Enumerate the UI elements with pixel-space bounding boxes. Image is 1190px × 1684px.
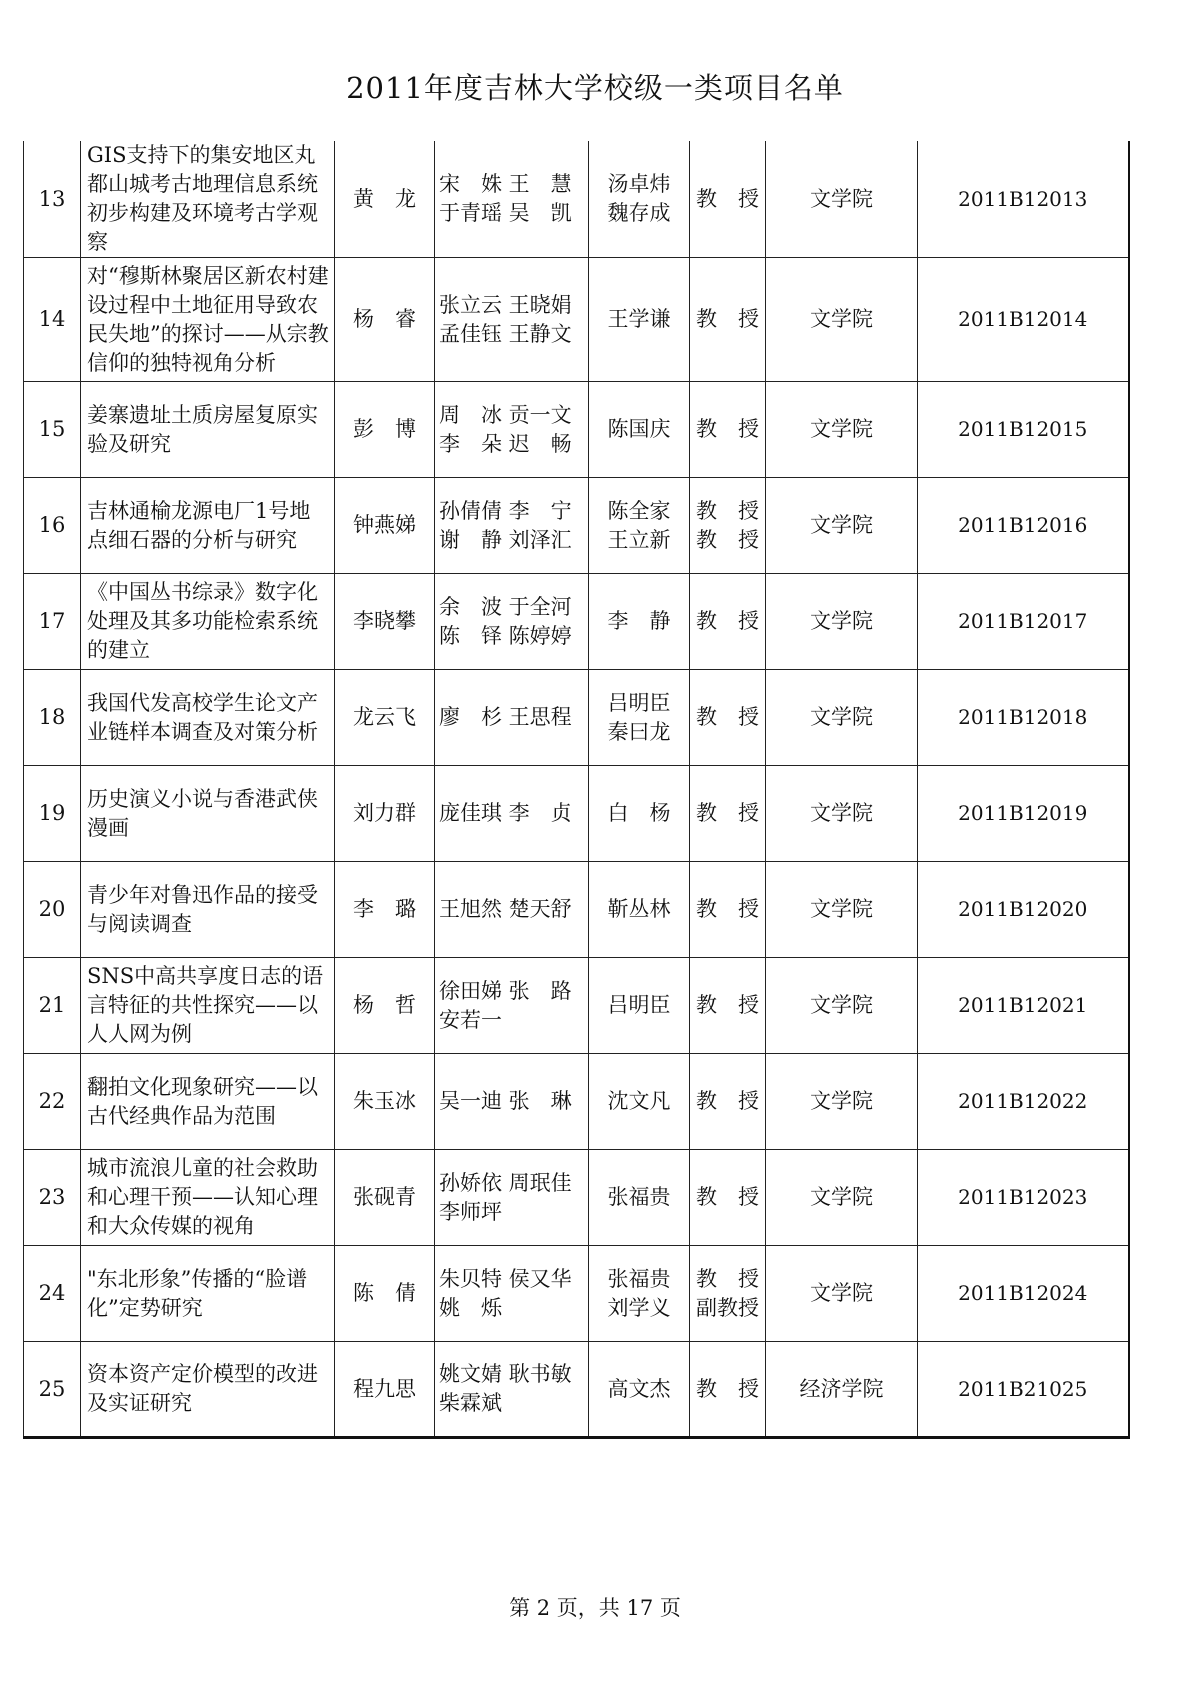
- project-code: 2011B12016: [918, 478, 1129, 574]
- table-row: [24, 382, 1129, 478]
- project-members: 徐田娣 张 路 安若一: [435, 958, 589, 1054]
- project-leader: 杨 睿: [335, 258, 435, 382]
- advisor-rank: 教 授: [690, 1342, 766, 1438]
- advisor-name: 张福贵: [589, 1150, 690, 1246]
- project-code: 2011B12021: [918, 958, 1129, 1054]
- college-name: 文学院: [766, 1054, 918, 1150]
- table-row: [24, 958, 1129, 1054]
- college-name: 文学院: [766, 141, 918, 258]
- row-number: 21: [24, 958, 81, 1054]
- advisor-rank: 教 授: [690, 766, 766, 862]
- project-code: 2011B12014: [918, 258, 1129, 382]
- table-row: [24, 258, 1129, 382]
- project-leader: 刘力群: [335, 766, 435, 862]
- project-members: 王旭然 楚天舒: [435, 862, 589, 958]
- project-members: 孙倩倩 李 宁 谢 静 刘泽汇: [435, 478, 589, 574]
- project-title: 青少年对鲁迅作品的接受与阅读调查: [81, 862, 335, 958]
- advisor-rank: 教 授: [690, 574, 766, 670]
- table-row: [24, 1342, 1129, 1438]
- project-title: "东北形象”传播的“脸谱化”定势研究: [81, 1246, 335, 1342]
- project-title: 资本资产定价模型的改进及实证研究: [81, 1342, 335, 1438]
- project-leader: 龙云飞: [335, 670, 435, 766]
- project-title: 吉林通榆龙源电厂1号地点细石器的分析与研究: [81, 478, 335, 574]
- advisor-rank: 教 授: [690, 958, 766, 1054]
- advisor-name: 吕明臣 秦曰龙: [589, 670, 690, 766]
- table-row: [24, 1246, 1129, 1342]
- project-title: 姜寨遗址土质房屋复原实验及研究: [81, 382, 335, 478]
- project-title: 对“穆斯林聚居区新农村建设过程中土地征用导致农民失地”的探讨——从宗教信仰的独特视角分析: [81, 258, 335, 382]
- table-row: [24, 766, 1129, 862]
- project-members: 张立云 王晓娟 孟佳钰 王静文: [435, 258, 589, 382]
- college-name: 文学院: [766, 382, 918, 478]
- table-body: [24, 141, 1129, 1438]
- table-row: [24, 478, 1129, 574]
- project-code: 2011B12018: [918, 670, 1129, 766]
- college-name: 文学院: [766, 1246, 918, 1342]
- advisor-rank: 教 授: [690, 382, 766, 478]
- project-code: 2011B12023: [918, 1150, 1129, 1246]
- table-row: [24, 862, 1129, 958]
- college-name: 文学院: [766, 862, 918, 958]
- table-row: [24, 141, 1129, 258]
- project-leader: 钟燕娣: [335, 478, 435, 574]
- advisor-name: 吕明臣: [589, 958, 690, 1054]
- row-number: 18: [24, 670, 81, 766]
- page-title: 2011年度吉林大学校级一类项目名单: [346, 71, 844, 105]
- project-title: 城市流浪儿童的社会救助和心理干预——认知心理和大众传媒的视角: [81, 1150, 335, 1246]
- project-table: [23, 141, 1128, 1439]
- row-number: 15: [24, 382, 81, 478]
- table-row: [24, 670, 1129, 766]
- project-code: 2011B12017: [918, 574, 1129, 670]
- college-name: 文学院: [766, 574, 918, 670]
- college-name: 文学院: [766, 958, 918, 1054]
- advisor-name: 李 静: [589, 574, 690, 670]
- project-code: 2011B21025: [918, 1342, 1129, 1438]
- project-members: 庞佳琪 李 贞: [435, 766, 589, 862]
- project-code: 2011B12024: [918, 1246, 1129, 1342]
- advisor-name: 张福贵 刘学义: [589, 1246, 690, 1342]
- advisor-name: 靳丛林: [589, 862, 690, 958]
- project-leader: 李晓攀: [335, 574, 435, 670]
- advisor-rank: 教 授: [690, 1054, 766, 1150]
- college-name: 文学院: [766, 258, 918, 382]
- project-members: 余 波 于全河 陈 铎 陈婷婷: [435, 574, 589, 670]
- advisor-rank: 教 授 教 授: [690, 478, 766, 574]
- advisor-name: 汤卓炜 魏存成: [589, 141, 690, 258]
- table-row: [24, 574, 1129, 670]
- project-leader: 张砚青: [335, 1150, 435, 1246]
- project-members: 吴一迪 张 琳: [435, 1054, 589, 1150]
- row-number: 23: [24, 1150, 81, 1246]
- project-title: 我国代发高校学生论文产业链样本调查及对策分析: [81, 670, 335, 766]
- advisor-name: 陈全家 王立新: [589, 478, 690, 574]
- row-number: 22: [24, 1054, 81, 1150]
- advisor-rank: 教 授: [690, 141, 766, 258]
- project-leader: 李 璐: [335, 862, 435, 958]
- college-name: 文学院: [766, 478, 918, 574]
- project-code: 2011B12013: [918, 141, 1129, 258]
- project-leader: 陈 倩: [335, 1246, 435, 1342]
- advisor-rank: 教 授: [690, 670, 766, 766]
- college-name: 文学院: [766, 1150, 918, 1246]
- college-name: 文学院: [766, 670, 918, 766]
- project-members: 宋 姝 王 慧 于青瑶 吴 凯: [435, 141, 589, 258]
- project-leader: 彭 博: [335, 382, 435, 478]
- project-leader: 程九思: [335, 1342, 435, 1438]
- project-members: 朱贝特 侯又华 姚 烁: [435, 1246, 589, 1342]
- project-title: 《中国丛书综录》数字化处理及其多功能检索系统的建立: [81, 574, 335, 670]
- row-number: 13: [24, 141, 81, 258]
- row-number: 19: [24, 766, 81, 862]
- project-code: 2011B12020: [918, 862, 1129, 958]
- project-members: 廖 杉 王思程: [435, 670, 589, 766]
- advisor-rank: 教 授: [690, 862, 766, 958]
- table-row: [24, 1054, 1129, 1150]
- row-number: 24: [24, 1246, 81, 1342]
- row-number: 14: [24, 258, 81, 382]
- advisor-rank: 教 授: [690, 258, 766, 382]
- advisor-name: 王学谦: [589, 258, 690, 382]
- advisor-rank: 教 授: [690, 1150, 766, 1246]
- project-code: 2011B12022: [918, 1054, 1129, 1150]
- advisor-name: 高文杰: [589, 1342, 690, 1438]
- page-footer: 第 2 页，共 17 页: [509, 1596, 681, 1620]
- row-number: 20: [24, 862, 81, 958]
- project-members: 姚文婧 耿书敏 柴霖斌: [435, 1342, 589, 1438]
- row-number: 16: [24, 478, 81, 574]
- advisor-name: 陈国庆: [589, 382, 690, 478]
- project-title: GIS支持下的集安地区丸都山城考古地理信息系统初步构建及环境考古学观察: [81, 141, 335, 258]
- row-number: 25: [24, 1342, 81, 1438]
- advisor-rank: 教 授 副教授: [690, 1246, 766, 1342]
- advisor-name: 沈文凡: [589, 1054, 690, 1150]
- project-members: 周 冰 贡一文 李 朵 迟 畅: [435, 382, 589, 478]
- advisor-name: 白 杨: [589, 766, 690, 862]
- table-row: [24, 1150, 1129, 1246]
- project-code: 2011B12015: [918, 382, 1129, 478]
- project-title: SNS中高共享度日志的语言特征的共性探究——以人人网为例: [81, 958, 335, 1054]
- project-title: 历史演义小说与香港武侠漫画: [81, 766, 335, 862]
- project-members: 孙娇依 周珉佳 李师坪: [435, 1150, 589, 1246]
- project-leader: 杨 哲: [335, 958, 435, 1054]
- college-name: 文学院: [766, 766, 918, 862]
- project-code: 2011B12019: [918, 766, 1129, 862]
- project-leader: 黄 龙: [335, 141, 435, 258]
- college-name: 经济学院: [766, 1342, 918, 1438]
- project-leader: 朱玉冰: [335, 1054, 435, 1150]
- project-title: 翻拍文化现象研究——以古代经典作品为范围: [81, 1054, 335, 1150]
- row-number: 17: [24, 574, 81, 670]
